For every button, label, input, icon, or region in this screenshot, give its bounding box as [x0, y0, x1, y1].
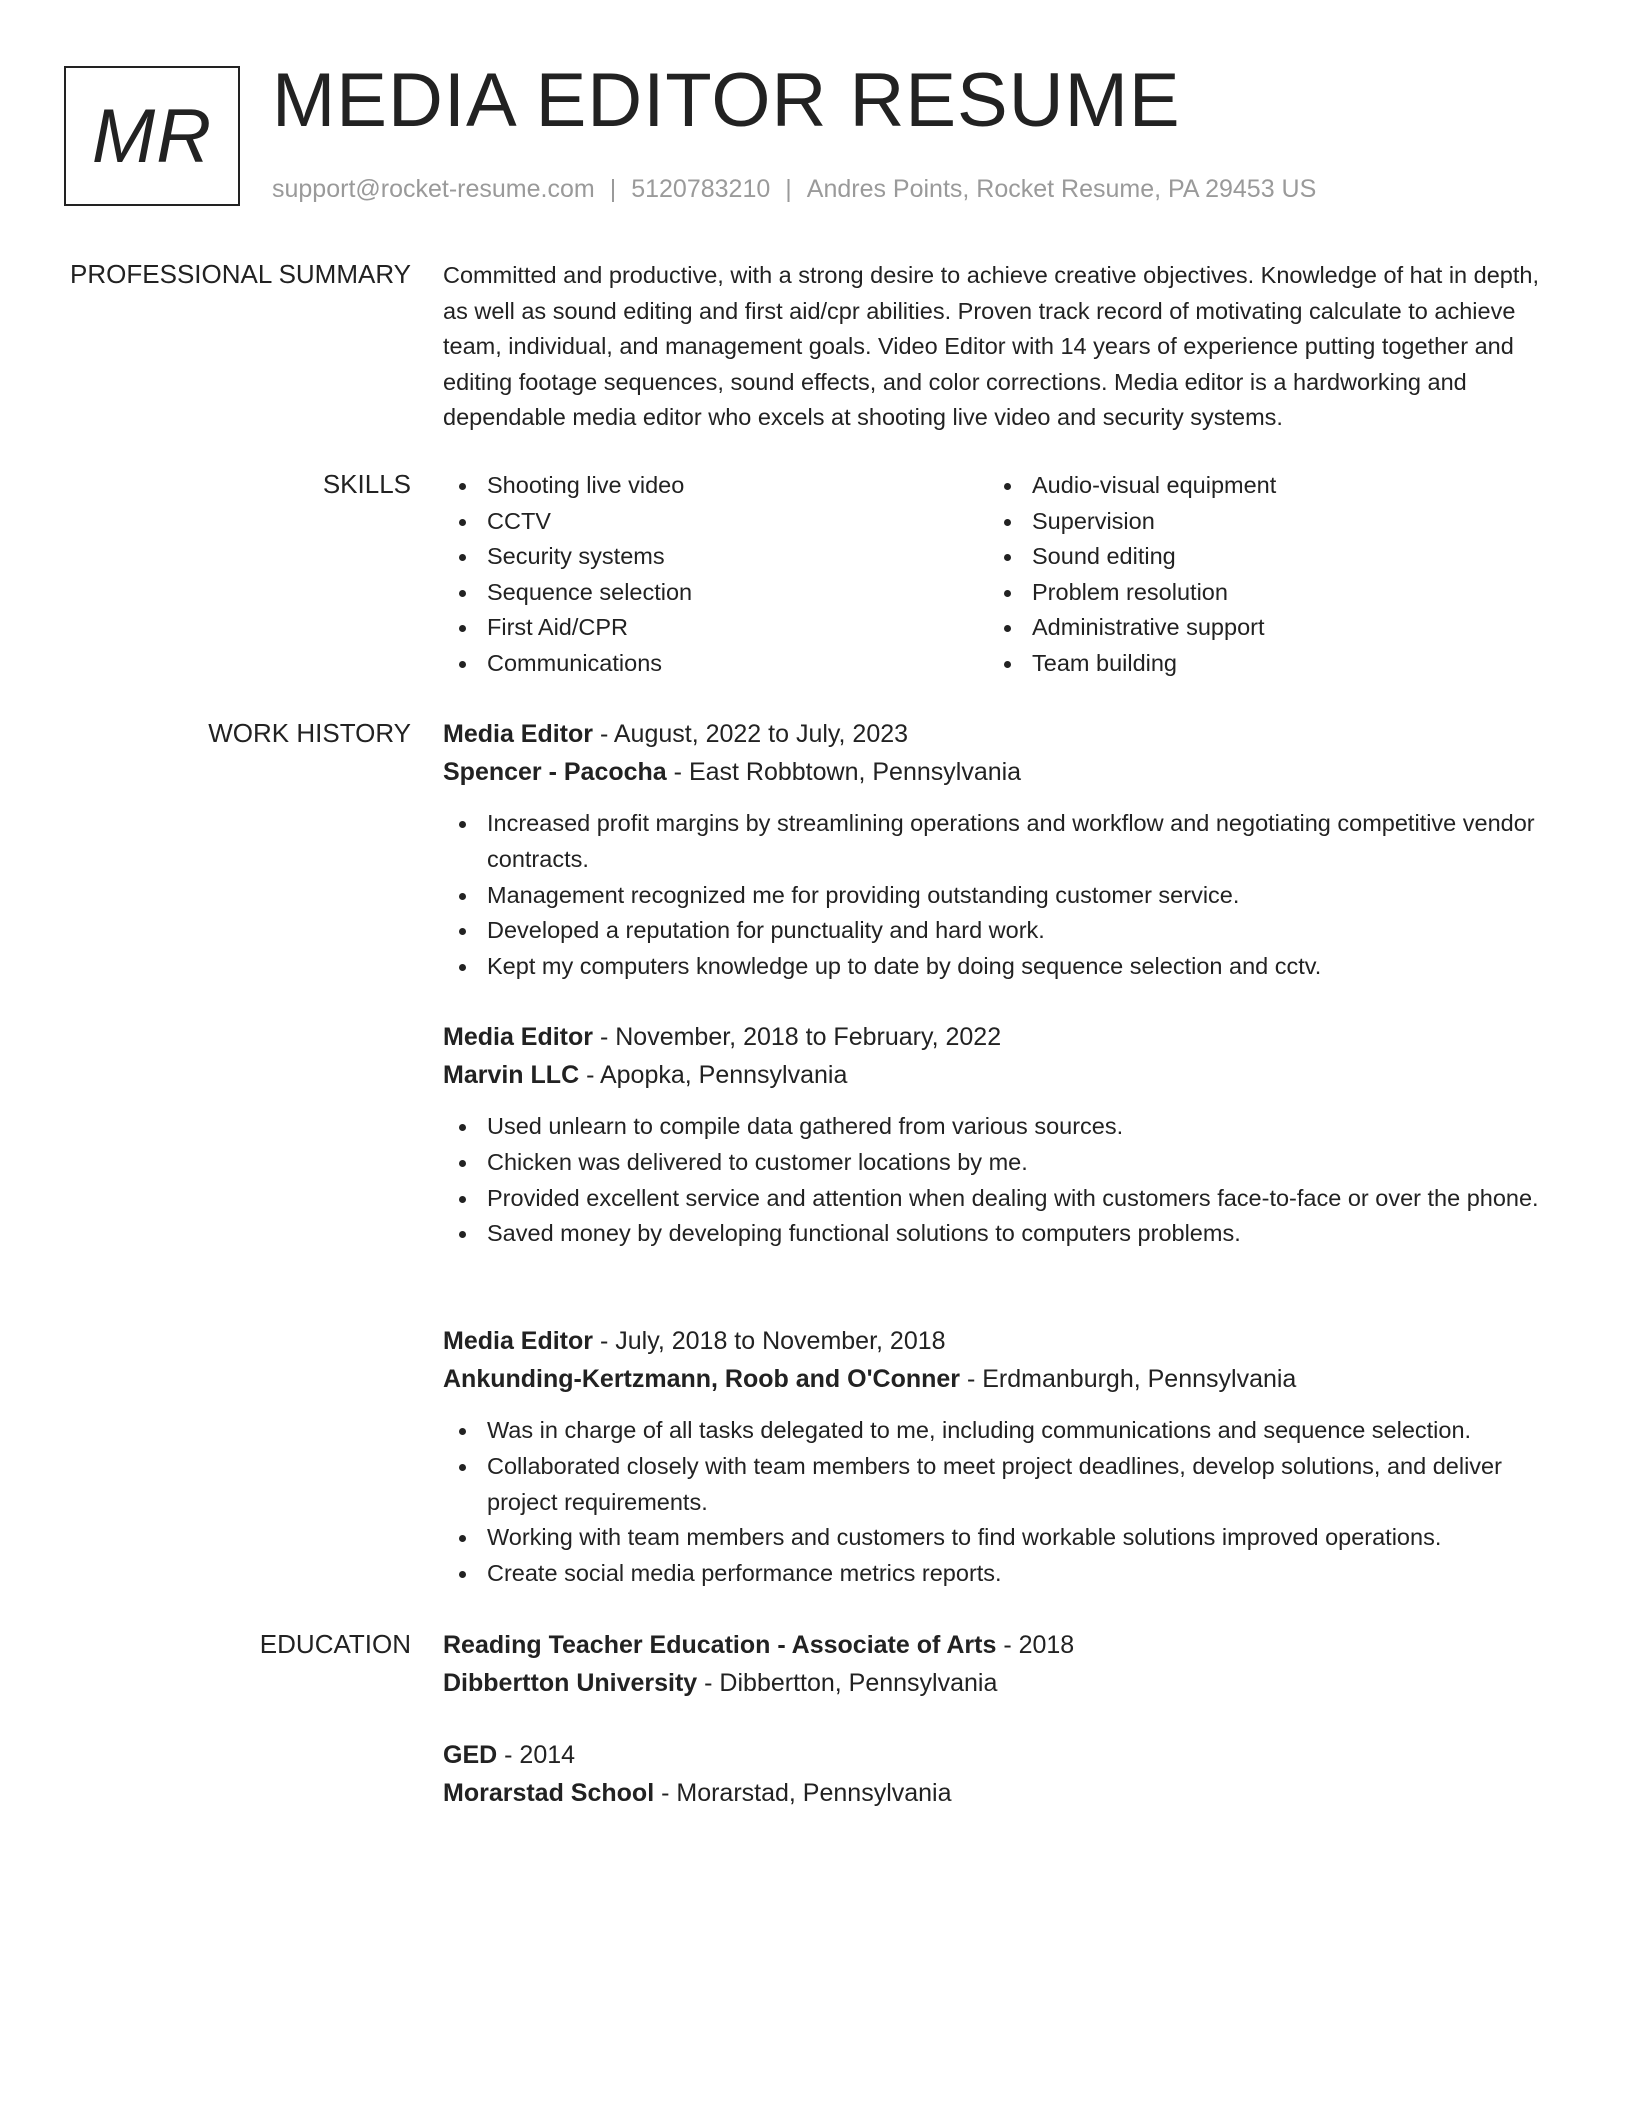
job-title-line [443, 715, 1553, 753]
skills-list-left [443, 468, 988, 682]
section-heading-education: EDUCATION [259, 1629, 411, 1659]
job-duty: Developed a reputation for punctuality and hard work. [443, 913, 1553, 949]
education-entry [443, 1626, 1553, 1702]
job-duty: Collaborated closely with team members to meet project deadlines, develop solutions, and deliver project requirements. [443, 1449, 1553, 1521]
education-location: - Dibbertton, Pennsylvania [704, 1669, 998, 1697]
skill-item: Shooting live video [443, 468, 988, 504]
education-school-line [443, 1774, 1553, 1812]
job-dates: - November, 2018 to February, 2022 [599, 1023, 1002, 1051]
job-location: - Erdmanburgh, Pennsylvania [966, 1365, 1297, 1393]
job-entry [443, 1322, 1553, 1592]
resume-title: MEDIA EDITOR RESUME [272, 58, 1181, 143]
education-school: Dibbertton University [443, 1669, 698, 1697]
education-degree: Reading Teacher Education - Associate of Arts [443, 1631, 997, 1659]
skill-item: Problem resolution [988, 575, 1533, 611]
education-school-line [443, 1664, 1553, 1702]
job-title-line [443, 1018, 1553, 1056]
skill-item: Supervision [988, 504, 1533, 540]
job-duties [443, 1413, 1553, 1592]
job-location: - East Robbtown, Pennsylvania [673, 758, 1022, 786]
job-title: Media Editor [443, 1023, 594, 1051]
education-year: - 2014 [504, 1741, 576, 1769]
job-dates: - August, 2022 to July, 2023 [599, 720, 909, 748]
contact-email[interactable]: support@rocket-resume.com [272, 175, 595, 203]
skills-columns [443, 468, 1553, 682]
monogram-initials: MR [91, 93, 213, 179]
skill-item: Team building [988, 646, 1533, 682]
job-company-line [443, 1056, 1553, 1094]
job-company: Marvin LLC [443, 1061, 580, 1089]
job-duty: Used unlearn to compile data gathered from various sources. [443, 1109, 1553, 1145]
education-degree-line [443, 1626, 1553, 1664]
job-company: Spencer - Pacocha [443, 758, 667, 786]
job-duty: Management recognized me for providing outstanding customer service. [443, 878, 1553, 914]
job-duty: Saved money by developing functional solutions to computers problems. [443, 1216, 1553, 1252]
skill-item: Audio-visual equipment [988, 468, 1533, 504]
job-duty: Provided excellent service and attention when dealing with customers face-to-face or over the phone. [443, 1181, 1553, 1217]
summary-body [443, 258, 1553, 436]
skill-item: First Aid/CPR [443, 610, 988, 646]
job-entry [443, 715, 1553, 985]
education-degree: GED [443, 1741, 498, 1769]
section-heading-skills: SKILLS [322, 469, 411, 499]
job-title-line [443, 1322, 1553, 1360]
education-degree-line [443, 1736, 1553, 1774]
job-duty: Increased profit margins by streamlining operations and workflow and negotiating competitive vendor contracts. [443, 806, 1553, 878]
skill-item: Sequence selection [443, 575, 988, 611]
contact-line [272, 173, 1316, 205]
job-duty: Kept my computers knowledge up to date by doing sequence selection and cctv. [443, 949, 1553, 985]
contact-separator: | [785, 175, 792, 203]
job-company: Ankunding-Kertzmann, Roob and O'Conner [443, 1365, 961, 1393]
job-dates: - July, 2018 to November, 2018 [599, 1327, 946, 1355]
job-duties [443, 1109, 1553, 1252]
skills-list-right [988, 468, 1533, 682]
skill-item: Communications [443, 646, 988, 682]
education-entry [443, 1736, 1553, 1812]
summary-text: Committed and productive, with a strong desire to achieve creative objectives. Knowledge of hat in depth, as well as sound editing and first aid/cpr abilities. Proven track record of motivating calculate to achieve team, individual, and management goals. Video Editor with 14 years of experience putting together and editing footage sequences, sound effects, and color corrections. Media editor is a hardworking and dependable media editor who excels at shooting live video and security systems. [443, 262, 1539, 431]
skills-body [443, 468, 1553, 682]
job-location: - Apopka, Pennsylvania [586, 1061, 848, 1089]
contact-address: Andres Points, Rocket Resume, PA 29453 US [806, 175, 1317, 203]
section-heading-summary: PROFESSIONAL SUMMARY [70, 259, 411, 289]
job-entry [443, 1018, 1553, 1252]
job-duties [443, 806, 1553, 985]
monogram-box [64, 66, 240, 206]
job-duty: Create social media performance metrics reports. [443, 1556, 1553, 1592]
skill-item: CCTV [443, 504, 988, 540]
education-school: Morarstad School [443, 1779, 655, 1807]
job-duty: Working with team members and customers to find workable solutions improved operations. [443, 1520, 1553, 1556]
job-duty: Chicken was delivered to customer locations by me. [443, 1145, 1553, 1181]
contact-separator: | [609, 175, 617, 203]
education-year: - 2018 [1003, 1631, 1075, 1659]
education-location: - Morarstad, Pennsylvania [661, 1779, 952, 1807]
contact-phone[interactable]: 5120783210 [631, 175, 771, 203]
skill-item: Security systems [443, 539, 988, 575]
section-heading-work-history: WORK HISTORY [208, 718, 411, 748]
job-company-line [443, 753, 1553, 791]
job-company-line [443, 1360, 1553, 1398]
job-title: Media Editor [443, 720, 594, 748]
job-title: Media Editor [443, 1327, 594, 1355]
job-duty: Was in charge of all tasks delegated to me, including communications and sequence selection. [443, 1413, 1553, 1449]
skill-item: Sound editing [988, 539, 1533, 575]
skill-item: Administrative support [988, 610, 1533, 646]
